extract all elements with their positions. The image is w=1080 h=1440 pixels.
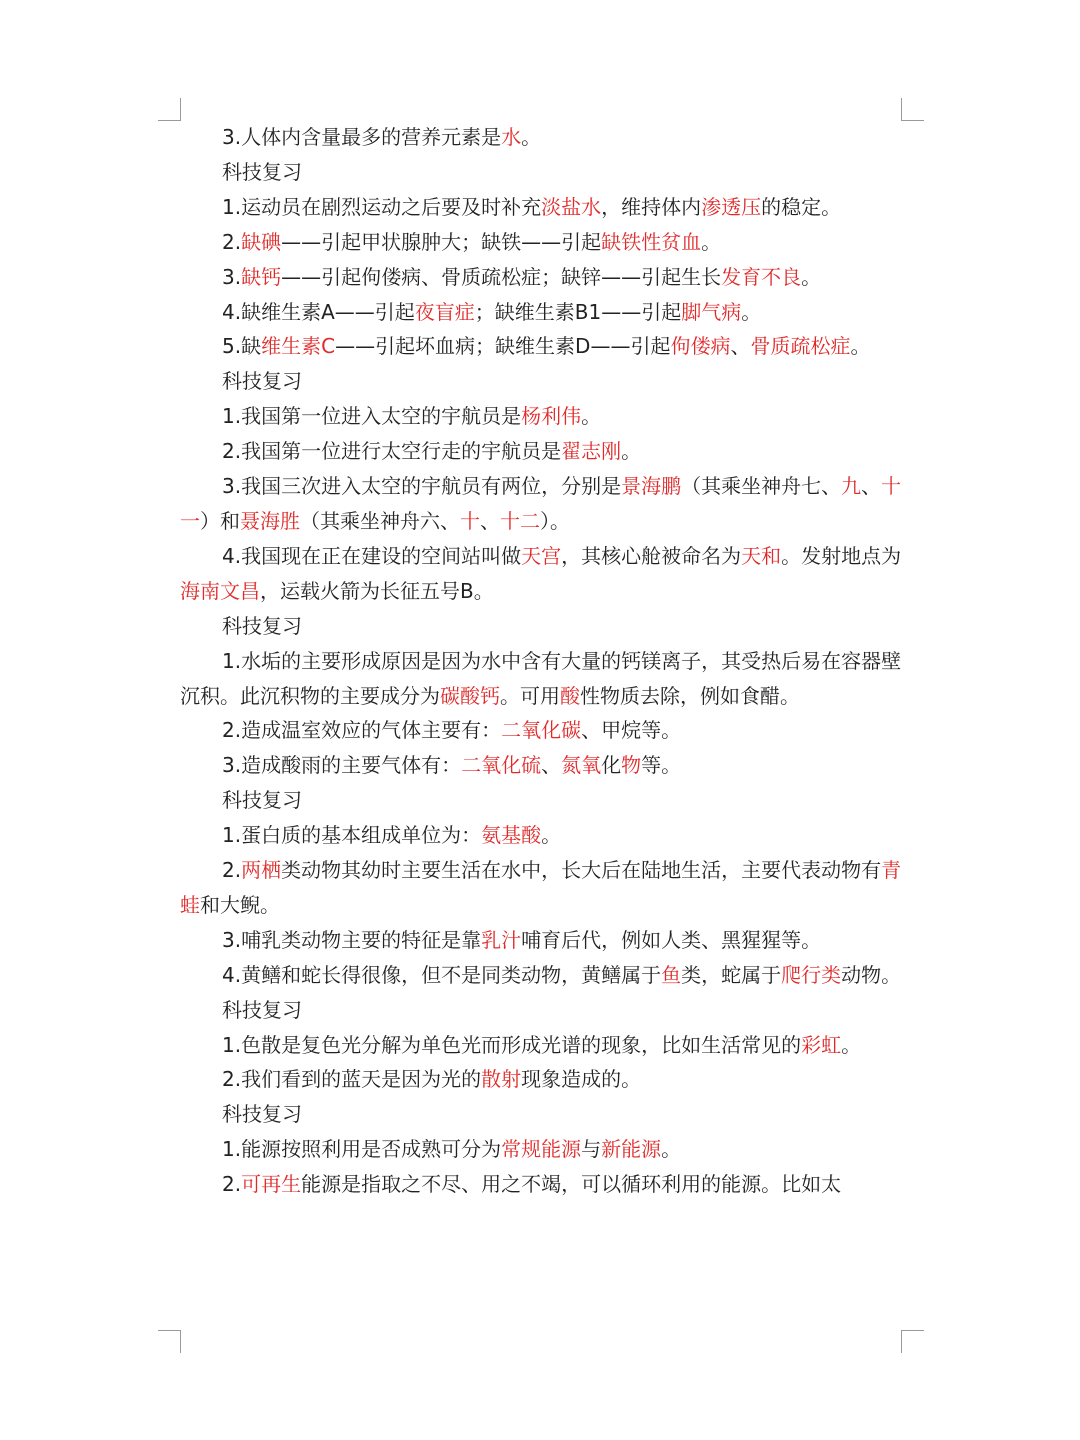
text-run: ；缺维生素B1——引起 [474, 299, 682, 324]
highlighted-term: 渗透压 [701, 194, 762, 219]
highlighted-term: 天和 [741, 543, 782, 568]
text-run: 。可用 [500, 683, 560, 708]
paragraph [180, 469, 902, 539]
text-run: 、甲烷等。 [581, 718, 682, 743]
text-run: 。 [661, 1137, 682, 1162]
text-run: 。 [741, 299, 762, 324]
text-run: 。 [621, 439, 642, 464]
text-run: 、 [730, 334, 751, 359]
paragraph [180, 434, 902, 469]
text-run: 类动物其幼时主要生活在水中，长大后在陆地生活，主要代表动物有 [281, 858, 882, 883]
highlighted-term: 可再生 [241, 1172, 302, 1197]
paragraph [180, 295, 902, 330]
paragraph [180, 260, 902, 295]
text-run: 3.造成酸雨的主要气体有： [222, 753, 462, 778]
paragraph [180, 1097, 902, 1132]
corner-mark-top-left [158, 98, 181, 121]
text-run: 。发射地点为 [781, 543, 902, 568]
text-run: 科技复习 [222, 997, 302, 1022]
highlighted-term: 碳酸钙 [440, 683, 500, 708]
text-run: 、 [861, 474, 882, 499]
highlighted-term: 天宫 [521, 543, 562, 568]
paragraph [180, 225, 902, 260]
text-run: 2.我们看到的蓝天是因为光的 [222, 1067, 482, 1092]
text-run: ，其核心舱被命名为 [561, 543, 742, 568]
text-run: 3.人体内含量最多的营养元素是 [222, 125, 502, 149]
text-run: 性物质去除，例如食醋。 [580, 683, 800, 708]
text-run: 5.缺 [222, 334, 262, 359]
paragraph [180, 399, 902, 434]
text-run: （其乘坐神舟六、 [300, 508, 460, 533]
highlighted-term: 酸 [560, 683, 580, 708]
text-run: 2.我国第一位进行太空行走的宇航员是 [222, 439, 562, 464]
highlighted-term: 水 [501, 125, 522, 149]
highlighted-term: 乳汁 [481, 927, 522, 952]
text-run: 2.造成温室效应的气体主要有： [222, 718, 502, 743]
text-run: 。 [581, 404, 602, 429]
paragraph [180, 329, 902, 364]
text-run: 1.蛋白质的基本组成单位为： [222, 823, 482, 848]
paragraph [180, 155, 902, 190]
text-run: 3.哺乳类动物主要的特征是靠 [222, 927, 482, 952]
text-run: 等。 [641, 753, 682, 778]
text-run: ）。 [540, 508, 570, 533]
highlighted-term: 十二 [500, 508, 540, 533]
highlighted-term: 佝偻病 [670, 334, 731, 359]
highlighted-term: 缺碘 [241, 229, 282, 254]
document-body [180, 120, 902, 1202]
highlighted-term: 物 [621, 753, 642, 778]
text-run: 科技复习 [222, 788, 302, 813]
highlighted-term: 二氧化硫 [461, 753, 542, 778]
highlighted-term: 缺钙 [241, 264, 282, 289]
text-run: 科技复习 [222, 369, 302, 394]
highlighted-term: 十 [460, 508, 480, 533]
text-run: 1.水垢的主要形成原因是因为水中含有大量的钙镁离子，其受热后易在容器壁沉积。此沉积物的主要成分为 [180, 648, 902, 708]
paragraph [180, 1062, 902, 1097]
text-run: 化 [601, 753, 622, 778]
paragraph [180, 1028, 902, 1063]
highlighted-term: 两栖 [241, 858, 282, 883]
text-run: ，维持体内 [601, 194, 702, 219]
text-run: 3. [222, 264, 242, 289]
highlighted-term: 二氧化碳 [501, 718, 582, 743]
text-run: 4.黄鳝和蛇长得很像，但不是同类动物，黄鳝属于 [222, 962, 662, 987]
highlighted-term: 淡盐水 [541, 194, 602, 219]
text-run: 类，蛇属于 [681, 962, 782, 987]
text-run: 的稳定。 [761, 194, 842, 219]
text-run: 。 [521, 125, 542, 149]
paragraph [180, 783, 902, 818]
highlighted-term: 氮氧 [561, 753, 602, 778]
text-run: 科技复习 [222, 1102, 302, 1127]
text-run: ——引起佝偻病、骨质疏松症；缺锌——引起生长 [281, 264, 722, 289]
highlighted-term: 常规能源 [501, 1137, 582, 1162]
paragraph [180, 853, 902, 923]
highlighted-term: 氨基酸 [481, 823, 542, 848]
highlighted-term: 爬行类 [781, 962, 842, 987]
highlighted-term: 景海鹏 [621, 474, 682, 499]
text-run: 。 [850, 334, 871, 359]
corner-mark-bottom-right [901, 1330, 924, 1353]
text-run: 1.色散是复色光分解为单色光而形成光谱的现象，比如生活常见的 [222, 1032, 802, 1057]
highlighted-term: 九 [841, 474, 862, 499]
text-run: 2. [222, 1172, 242, 1197]
highlighted-term: 夜盲症 [414, 299, 475, 324]
paragraph [180, 1167, 902, 1202]
highlighted-term: 彩虹 [801, 1032, 842, 1057]
paragraph [180, 923, 902, 958]
text-run: 与 [581, 1137, 602, 1162]
text-run: 4.缺维生素A——引起 [222, 299, 415, 324]
highlighted-term: 新能源 [601, 1137, 662, 1162]
highlighted-term: 骨质疏松症 [750, 334, 851, 359]
text-run: 。 [841, 1032, 862, 1057]
paragraph [180, 748, 902, 783]
highlighted-term: 杨利伟 [521, 404, 582, 429]
text-run: 。 [801, 264, 822, 289]
highlighted-term: 散射 [481, 1067, 522, 1092]
highlighted-term: 海南文昌 [180, 578, 260, 603]
text-run: 2. [222, 858, 242, 883]
text-run: 科技复习 [222, 159, 302, 184]
highlighted-term: 青蛙 [180, 858, 902, 917]
paragraph [180, 1132, 902, 1167]
text-run: 3.我国三次进入太空的宇航员有两位，分别是 [222, 474, 622, 499]
text-run: 1.我国第一位进入太空的宇航员是 [222, 404, 522, 429]
paragraph [180, 364, 902, 399]
highlighted-term: 鱼 [661, 962, 682, 987]
paragraph [180, 818, 902, 853]
paragraph [180, 958, 902, 993]
paragraph [180, 539, 902, 609]
corner-mark-bottom-left [158, 1330, 181, 1353]
text-run: 。 [541, 823, 562, 848]
text-run: 和大鲵。 [200, 892, 280, 917]
paragraph [180, 190, 902, 225]
corner-mark-top-right [901, 98, 924, 121]
highlighted-term: 缺铁性贫血 [601, 229, 702, 254]
text-run: 2. [222, 229, 242, 254]
text-run: （其乘坐神舟七、 [681, 474, 842, 499]
paragraph [180, 713, 902, 748]
paragraph [180, 644, 902, 714]
highlighted-term: 维生素C [261, 334, 336, 359]
highlighted-term: 翟志刚 [561, 439, 622, 464]
paragraph [180, 120, 902, 155]
text-run: 1.能源按照利用是否成熟可分为 [222, 1137, 502, 1162]
text-run: 、 [541, 753, 562, 778]
text-run: 4.我国现在正在建设的空间站叫做 [222, 543, 522, 568]
text-run: 。 [701, 229, 722, 254]
text-run: 动物。 [841, 962, 902, 987]
highlighted-term: 发育不良 [721, 264, 802, 289]
text-run: 现象造成的。 [521, 1067, 642, 1092]
paragraph [180, 993, 902, 1028]
text-run: 1.运动员在剧烈运动之后要及时补充 [222, 194, 542, 219]
text-run: 哺育后代，例如人类、黑猩猩等。 [521, 927, 822, 952]
text-run: 、 [480, 508, 500, 533]
text-run: ——引起坏血病；缺维生素D——引起 [335, 334, 671, 359]
paragraph [180, 609, 902, 644]
highlighted-term: 十一 [180, 474, 902, 533]
text-run: 能源是指取之不尽、用之不竭，可以循环利用的能源。比如太 [301, 1172, 842, 1197]
text-run: ）和 [200, 508, 240, 533]
highlighted-term: 脚气病 [681, 299, 742, 324]
text-run: ——引起甲状腺肿大；缺铁——引起 [281, 229, 602, 254]
text-run: ，运载火箭为长征五号B。 [260, 578, 494, 603]
highlighted-term: 聂海胜 [240, 508, 300, 533]
text-run: 科技复习 [222, 613, 302, 638]
